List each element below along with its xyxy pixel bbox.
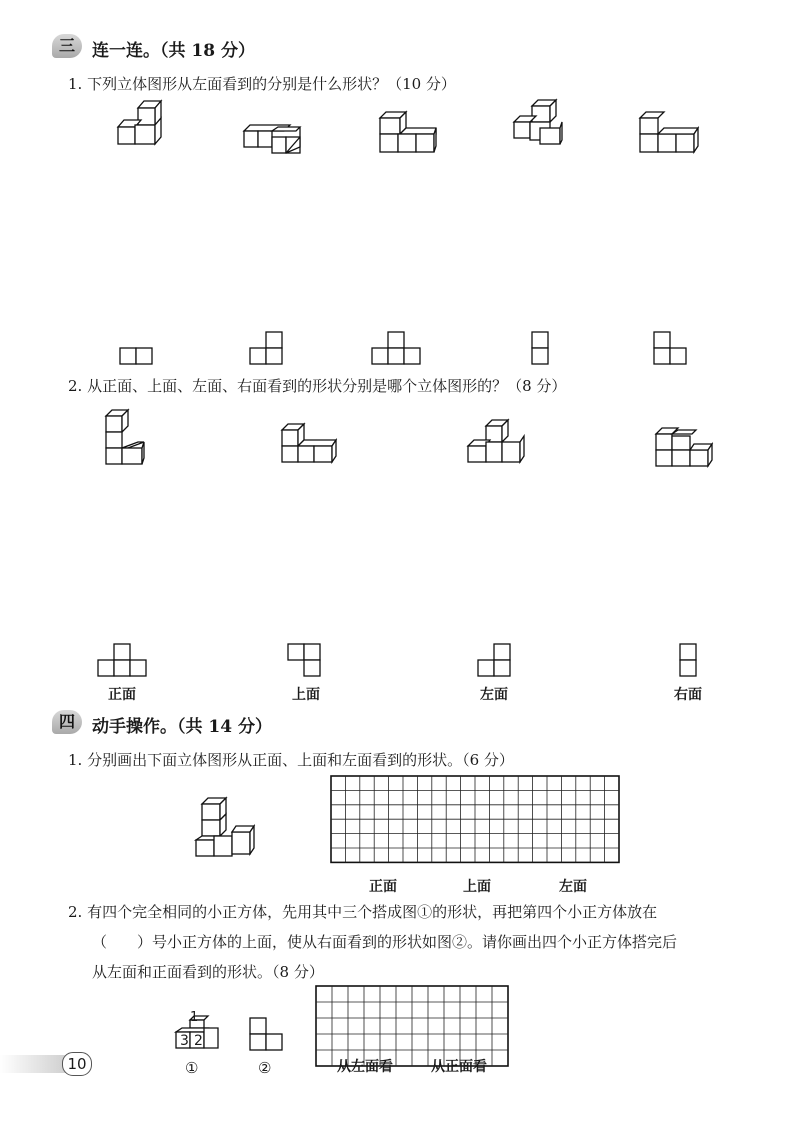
q2-view-right — [680, 644, 698, 680]
q1-solid-5 — [640, 112, 700, 154]
s4-q1-solid — [196, 798, 256, 858]
q1-solid-3 — [380, 112, 440, 154]
s4-q2-label-front: 从正面看 — [431, 1059, 487, 1075]
s4-q1-drawing-grid[interactable] — [331, 776, 619, 876]
section-3-q1-text: 1. 下列立体图形从左面看到的分别是什么形状？（10 分） — [68, 75, 456, 93]
q2-solid-3 — [468, 420, 526, 464]
q2-label-right: 右面 — [674, 687, 702, 703]
s4-q1-label-top: 上面 — [463, 879, 491, 895]
section-4-title: 动手操作。（共 14 分） — [92, 717, 272, 737]
section-3-badge: 三 — [52, 34, 82, 58]
q1-solid-4 — [514, 100, 564, 150]
q1-view-d — [532, 332, 550, 366]
q2-label-left: 左面 — [480, 687, 508, 703]
figure-2-label: ② — [258, 1059, 272, 1077]
s4-q2-figure-2 — [250, 1018, 286, 1054]
q2-view-front — [98, 644, 150, 680]
q2-view-left — [478, 644, 514, 680]
q2-solid-1 — [106, 410, 150, 466]
section-4-q1-text: 1. 分别画出下面立体图形从正面、上面和左面看到的形状。（6 分） — [68, 751, 514, 769]
q1-view-b — [250, 332, 284, 366]
q1-view-e — [654, 332, 688, 366]
section-4-badge: 四 — [52, 710, 82, 734]
page-number-strip — [0, 1055, 66, 1073]
q1-view-c — [372, 332, 422, 366]
cube-number-2: 2 — [194, 1033, 203, 1049]
section-4-q2-line3: 从左面和正面看到的形状。（8 分） — [92, 963, 324, 981]
s4-q1-label-left: 左面 — [559, 879, 587, 895]
cube-number-3: 3 — [180, 1033, 189, 1049]
section-3-title: 连一连。（共 18 分） — [92, 41, 255, 61]
q1-solid-2 — [244, 125, 304, 155]
q2-label-top: 上面 — [292, 687, 320, 703]
q2-solid-4 — [656, 428, 716, 468]
page-number: 10 — [62, 1052, 92, 1076]
section-4-q2-line1: 2. 有四个完全相同的小正方体，先用其中三个搭成图①的形状，再把第四个小正方体放在 — [68, 903, 658, 921]
figure-1-label: ① — [185, 1059, 199, 1077]
q1-solid-1 — [118, 108, 168, 154]
s4-q1-label-front: 正面 — [369, 879, 397, 895]
q2-solid-2 — [282, 424, 338, 464]
section-3-q2-text: 2. 从正面、上面、左面、右面看到的形状分别是哪个立体图形的？（8 分） — [68, 377, 567, 395]
q2-view-top — [288, 644, 324, 680]
cube-number-1: 1 — [190, 1010, 199, 1025]
s4-q2-label-left: 从左面看 — [337, 1059, 393, 1075]
s4-q2-drawing-grid[interactable] — [316, 986, 508, 1052]
section-4-q2-line2: （ ）号小正方体的上面，使从右面看到的形状如图②。请你画出四个小正方体搭完后 — [92, 933, 678, 951]
q1-view-a — [120, 348, 154, 366]
q2-label-front: 正面 — [108, 687, 136, 703]
